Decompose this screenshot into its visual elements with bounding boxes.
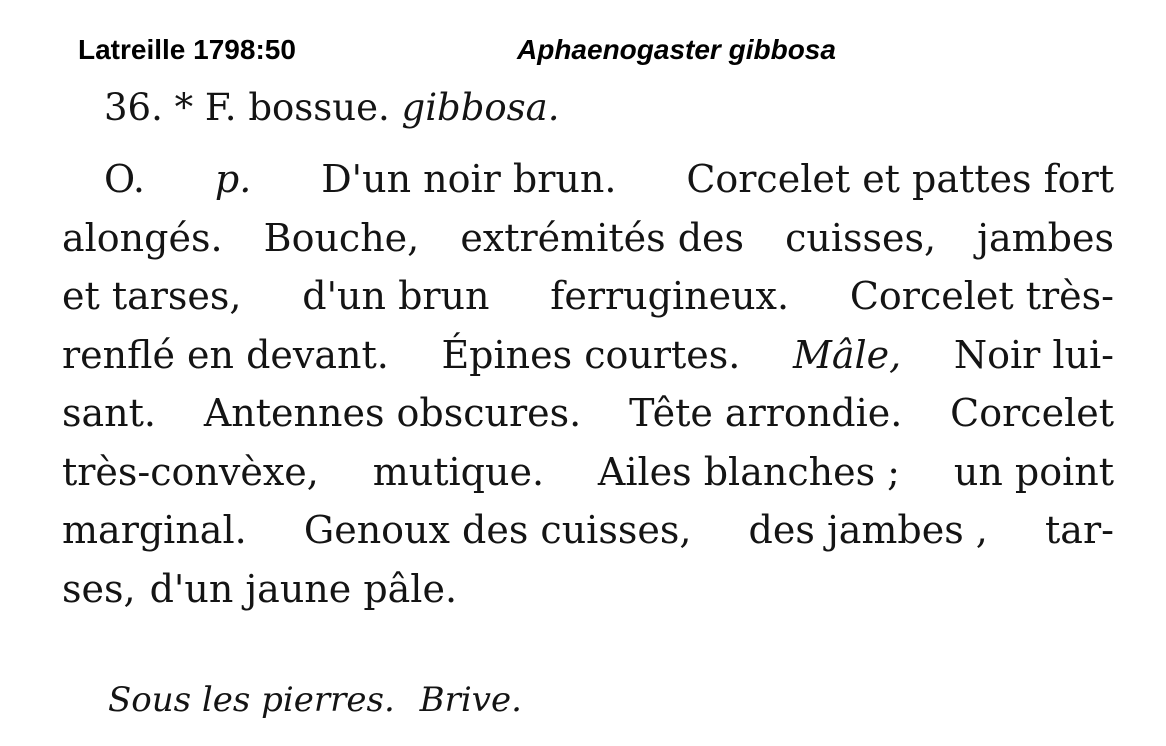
line-segment: marginal. bbox=[62, 508, 247, 552]
line-segment: des jambes , bbox=[748, 508, 988, 552]
line-segment: Mâle, bbox=[792, 332, 902, 377]
description-line bbox=[62, 326, 1114, 385]
habitat-place: Sous les pierres. bbox=[108, 680, 395, 720]
genus-abbreviation: F. bbox=[204, 86, 237, 129]
line-segment: ferrugineux. bbox=[550, 274, 790, 318]
line-segment: jambes bbox=[977, 215, 1114, 260]
line-segment: extrémités des bbox=[460, 215, 745, 260]
line-segment: cuisses, bbox=[785, 215, 937, 260]
line-segment: sant. bbox=[62, 391, 156, 435]
line-segment: alongés. bbox=[62, 215, 223, 260]
species-name: Aphaenogaster gibbosa bbox=[517, 34, 836, 65]
line-segment: Tête arrondie. bbox=[629, 391, 903, 435]
line-segment: Bouche, bbox=[263, 215, 420, 260]
description-line bbox=[62, 267, 1114, 326]
line-segment: Corcelet bbox=[950, 391, 1114, 435]
description-paragraph bbox=[62, 150, 1114, 618]
line-segment: Ailes blanches ; bbox=[597, 449, 900, 494]
line-segment: D'un noir brun. bbox=[321, 157, 617, 201]
line-segment: tar- bbox=[1045, 508, 1114, 552]
description-line bbox=[62, 560, 1114, 619]
description-line bbox=[62, 501, 1114, 560]
line-segment: Épines courtes. bbox=[441, 332, 741, 377]
line-segment: mutique. bbox=[372, 449, 545, 494]
line-segment: d'un brun bbox=[302, 274, 490, 318]
line-segment: très-convèxe, bbox=[62, 449, 319, 494]
specific-epithet: gibbosa. bbox=[401, 86, 560, 129]
line-segment: ses, bbox=[62, 566, 136, 611]
citation-label: Latreille 1798:50 bbox=[78, 34, 296, 65]
line-segment: O. bbox=[104, 157, 146, 201]
line-segment: p. bbox=[214, 157, 252, 201]
entry-number: 36. * bbox=[104, 86, 194, 129]
line-segment: Corcelet très- bbox=[849, 274, 1114, 318]
line-segment: Antennes obscures. bbox=[203, 391, 582, 435]
entry-heading bbox=[104, 86, 560, 129]
description-line bbox=[62, 209, 1114, 268]
line-segment: d'un jaune pâle. bbox=[149, 566, 458, 611]
line-segment: renflé en devant. bbox=[62, 332, 389, 377]
description-line bbox=[62, 384, 1114, 443]
habitat-locality: Brive. bbox=[419, 680, 522, 720]
description-line bbox=[62, 443, 1114, 502]
line-segment: Corcelet et pattes fort bbox=[686, 157, 1114, 201]
line-segment: un point bbox=[953, 449, 1114, 494]
habitat-line bbox=[108, 680, 536, 720]
common-name: bossue. bbox=[248, 86, 390, 129]
description-line bbox=[62, 150, 1114, 209]
line-segment: Genoux des cuisses, bbox=[303, 508, 692, 552]
line-segment: et tarses, bbox=[62, 274, 242, 318]
line-segment: Noir lui- bbox=[953, 332, 1114, 377]
